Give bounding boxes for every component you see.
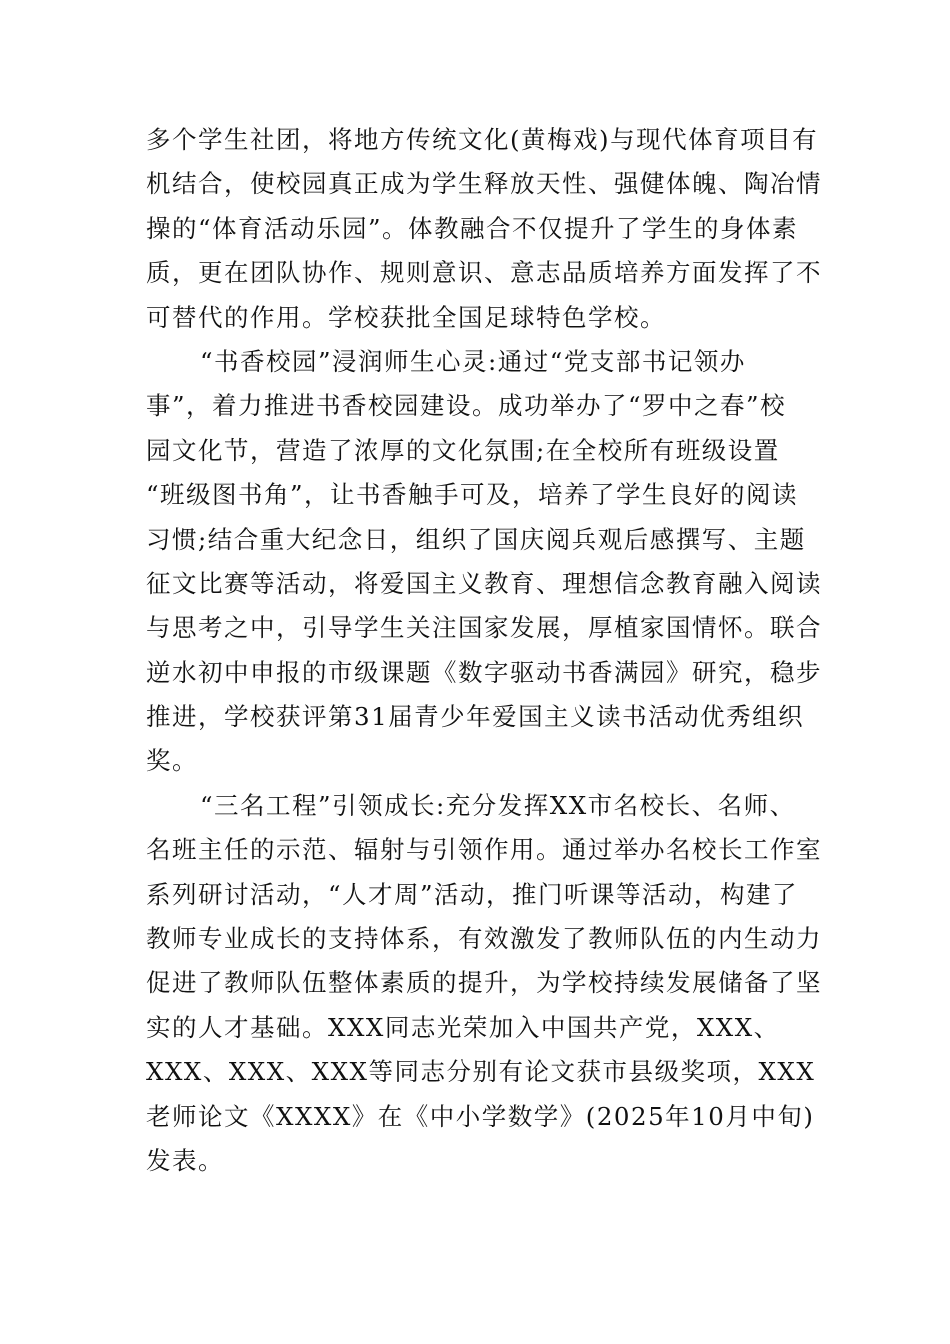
document-body <box>146 118 822 1183</box>
paragraph-scholarly-campus <box>146 340 822 784</box>
text-line: 老师论文《XXXX》在《中小学数学》(2025年10月中旬) <box>146 1101 815 1131</box>
text-line: XXX、XXX、XXX等同志分别有论文获市县级奖项，XXX <box>146 1057 816 1087</box>
text-line: 教师专业成长的支持体系，有效激发了教师队伍的内生动力 <box>146 924 822 954</box>
text-line: 名班主任的示范、辐射与引领作用。通过举办名校长工作室 <box>146 835 822 865</box>
text-line: 系列研讨活动，“人才周”活动，推门听课等活动，构建了 <box>146 879 799 909</box>
text-line: 逆水初中申报的市级课题《数字驱动书香满园》研究，稳步 <box>146 657 822 687</box>
paragraph-three-famous-project <box>146 784 822 1184</box>
text-line: “三名工程”引领成长:充分发挥XX市名校长、名师、 <box>200 790 796 820</box>
text-line: 实的人才基础。XXX同志光荣加入中国共产党，XXX、 <box>146 1012 780 1042</box>
text-line: 奖。 <box>146 746 198 776</box>
text-line: 多个学生社团，将地方传统文化(黄梅戏)与现代体育项目有 <box>146 125 819 154</box>
text-line: 促进了教师队伍整体素质的提升，为学校持续发展储备了坚 <box>146 968 822 998</box>
text-line: 推进，学校获评第31届青少年爱国主义读书活动优秀组织 <box>146 702 805 732</box>
text-line: 习惯;结合重大纪念日，组织了国庆阅兵观后感撰写、主题 <box>146 524 806 554</box>
text-line: 可替代的作用。学校获批全国足球特色学校。 <box>146 302 666 332</box>
text-line: 事”，着力推进书香校园建设。成功举办了“罗中之春”校 <box>146 391 787 421</box>
text-line: 质，更在团队协作、规则意识、意志品质培养方面发挥了不 <box>146 258 822 288</box>
text-line: 园文化节，营造了浓厚的文化氛围;在全校所有班级设置 <box>146 435 780 465</box>
text-line: 操的“体育活动乐园”。体教融合不仅提升了学生的身体素 <box>146 213 799 243</box>
text-line: 与思考之中，引导学生关注国家发展，厚植家国情怀。联合 <box>146 613 822 643</box>
text-line: “书香校园”浸润师生心灵:通过“党支部书记领办 <box>200 346 746 376</box>
text-line: 机结合，使校园真正成为学生释放天性、强健体魄、陶冶情 <box>146 169 822 199</box>
paragraph-sports-culture <box>146 118 822 340</box>
text-line: 发表。 <box>146 1145 224 1175</box>
text-line: “班级图书角”，让书香触手可及，培养了学生良好的阅读 <box>146 480 799 510</box>
text-line: 征文比赛等活动，将爱国主义教育、理想信念教育融入阅读 <box>146 568 822 598</box>
